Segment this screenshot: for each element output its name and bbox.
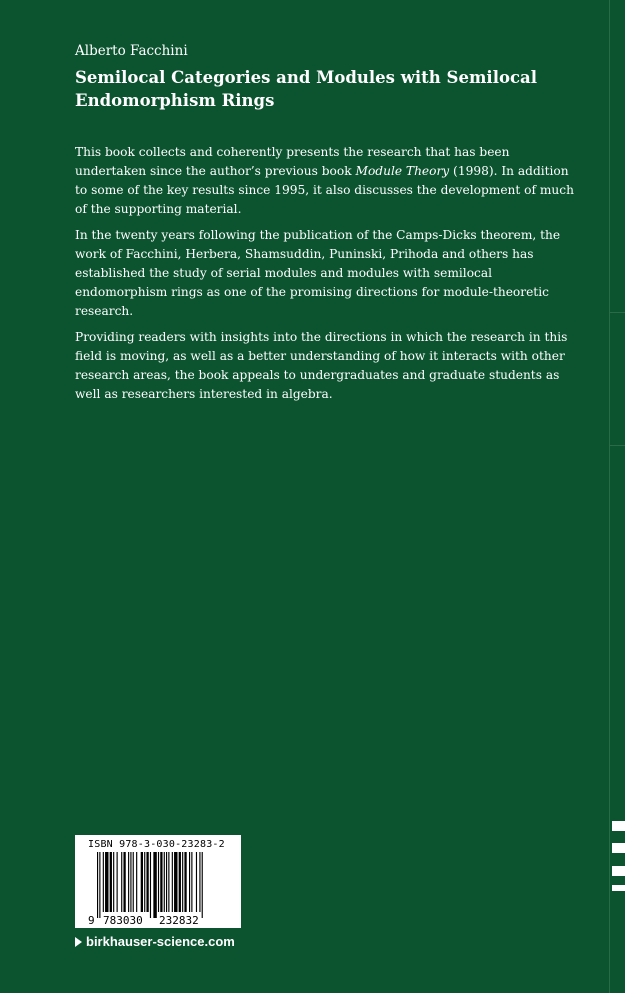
- barcode-bar: [146, 852, 148, 912]
- website-text: birkhauser-science.com: [86, 934, 235, 949]
- blurb-paragraph-2: In the twenty years following the publication of the Camps-Dicks theorem, the work of Facchini, Herbera, Shamsuddin, Puninski, Prihoda and others has established the study of serial modules and modules with semilocal endomorphism rings as one of the promising directions for module-theoretic research.: [75, 228, 561, 318]
- barcode-bar: [144, 852, 145, 912]
- publisher-website[interactable]: [75, 934, 235, 949]
- barcode-bar: [136, 852, 137, 912]
- barcode-bar: [182, 852, 183, 912]
- spine-tick: [609, 445, 625, 446]
- edge-mark: [612, 866, 625, 876]
- barcode-digit-first: 9: [88, 914, 95, 927]
- barcode-bar: [196, 852, 197, 912]
- barcode-label: [75, 835, 241, 928]
- barcode-bar: [123, 852, 125, 912]
- barcode-bar: [141, 852, 143, 912]
- barcode-bar: [113, 852, 114, 912]
- barcode-digits-right: 232832: [159, 914, 199, 927]
- blurb-text: This book collects and coherently presents the research that has been undertaken since the author’s previous book: [75, 145, 510, 178]
- barcode-bar: [174, 852, 177, 912]
- barcode-bar: [121, 852, 122, 912]
- barcode-digits-left: 783030: [103, 914, 143, 927]
- barcode-bar: [117, 852, 118, 912]
- edge-mark: [612, 843, 625, 853]
- blurb: [75, 143, 575, 411]
- edge-mark: [612, 821, 625, 831]
- barcode-bar: [160, 852, 162, 912]
- barcode-bar: [191, 852, 192, 912]
- barcode-bar: [133, 852, 134, 912]
- blurb-paragraph-1: [75, 143, 575, 219]
- barcode-bar: [130, 852, 131, 912]
- barcode-bar: [168, 852, 169, 912]
- barcode-bar: [179, 852, 181, 912]
- barcode-bar: [103, 852, 104, 912]
- edge-mark: [612, 885, 625, 891]
- barcode-bar: [97, 852, 98, 918]
- barcode-bar: [105, 852, 108, 912]
- barcode-bar: [158, 852, 159, 912]
- barcode-bar: [184, 852, 186, 912]
- spine-tick: [609, 312, 625, 313]
- barcode-bar: [128, 852, 129, 912]
- barcode-bar: [172, 852, 173, 912]
- blurb-text: (1998). In addition to some of the key results since 1995, it also discusses the development of much of the supporting material.: [75, 164, 574, 216]
- isbn-text: ISBN 978-3-030-23283-2: [88, 839, 225, 850]
- barcode-bar: [110, 852, 112, 912]
- barcode-bar: [202, 852, 203, 918]
- barcode-bar: [150, 852, 151, 918]
- book-title: Semilocal Categories and Modules with Semilocal Endomorphism Rings: [75, 68, 537, 110]
- barcode-bar: [153, 852, 156, 918]
- barcode-bar: [166, 852, 167, 912]
- barcode-bar: [189, 852, 190, 912]
- blurb-paragraph-3: Providing readers with insights into the directions in which the research in this field is moving, as well as a better understanding of how it interacts with other research areas, the book appeals to undergraduates and graduate students as well as researchers interested in algebra.: [75, 330, 568, 401]
- barcode-bar: [164, 852, 165, 912]
- barcode-bar: [99, 852, 100, 918]
- author-name: Alberto Facchini: [75, 43, 188, 59]
- barcode-bar: [199, 852, 200, 912]
- spine-fold-line: [609, 0, 610, 993]
- arrow-right-icon: [75, 937, 82, 947]
- barcode-icon: [75, 835, 241, 928]
- blurb-book-reference: Module Theory: [355, 164, 450, 178]
